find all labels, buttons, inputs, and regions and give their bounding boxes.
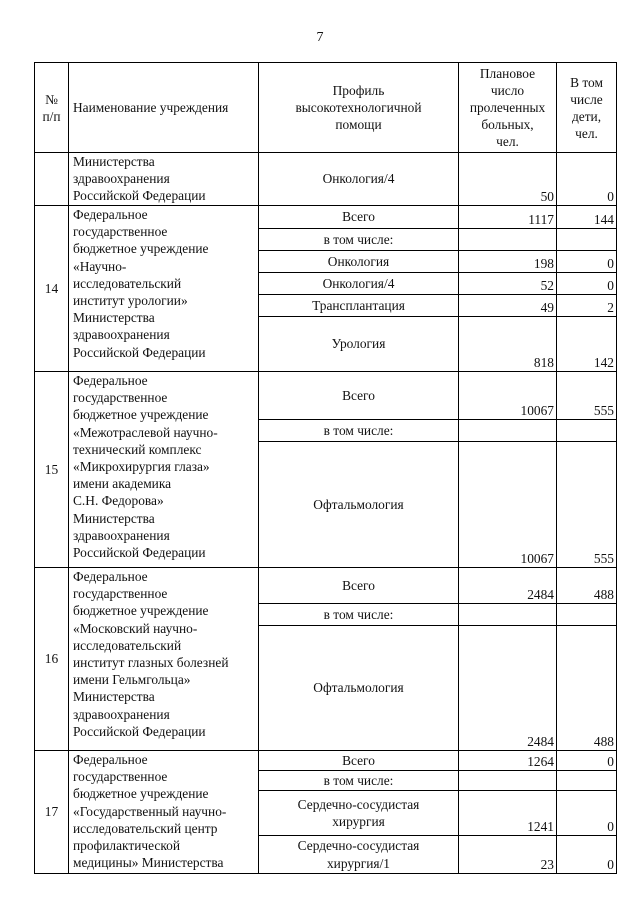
children-value: 0 xyxy=(557,273,617,295)
children-value: 144 xyxy=(557,206,617,229)
row-num: 17 xyxy=(35,751,69,874)
planned-value xyxy=(459,604,557,626)
profile-cell: Онкология/4 xyxy=(259,273,459,295)
planned-value: 49 xyxy=(459,295,557,317)
children-value: 555 xyxy=(557,372,617,420)
children-value: 2 xyxy=(557,295,617,317)
planned-value: 10067 xyxy=(459,442,557,568)
planned-value: 50 xyxy=(459,153,557,206)
profile-cell: Сердечно-сосудистая хирургия xyxy=(259,791,459,836)
profile-cell: Онкология/4 xyxy=(259,153,459,206)
planned-value: 1241 xyxy=(459,791,557,836)
row-num: 15 xyxy=(35,372,69,568)
institution-name: Федеральное государственное бюджетное учреждение «Московский научно- исследовательский институт глазных болезней имени Гельмгольца» Министерства здравоохранения Российской Федерации xyxy=(69,568,259,751)
table-row xyxy=(35,153,617,206)
planned-value: 1264 xyxy=(459,751,557,771)
profile-cell: Всего xyxy=(259,372,459,420)
profile-cell: Всего xyxy=(259,206,459,229)
institution-name: Федеральное государственное бюджетное учреждение «Научно- исследовательский институт урологии» Министерства здравоохранения Российской Федерации xyxy=(69,206,259,372)
table-row xyxy=(35,568,617,604)
planned-value xyxy=(459,229,557,251)
header-profile: Профиль высокотехнологичной помощи xyxy=(259,63,459,153)
page-number: 7 xyxy=(316,30,324,45)
children-value xyxy=(557,420,617,442)
planned-value: 23 xyxy=(459,836,557,874)
planned-value: 818 xyxy=(459,317,557,372)
profile-cell: Онкология xyxy=(259,251,459,273)
institution-name: Министерства здравоохранения Российской Федерации xyxy=(69,153,259,206)
table-row xyxy=(35,372,617,420)
profile-cell: Всего xyxy=(259,751,459,771)
children-value: 0 xyxy=(557,791,617,836)
row-num: 14 xyxy=(35,206,69,372)
children-value: 0 xyxy=(557,751,617,771)
children-value: 0 xyxy=(557,251,617,273)
planned-value: 198 xyxy=(459,251,557,273)
profile-cell: в том числе: xyxy=(259,771,459,791)
children-value: 142 xyxy=(557,317,617,372)
profile-cell: Офтальмология xyxy=(259,626,459,751)
children-value: 0 xyxy=(557,153,617,206)
profile-cell: Урология xyxy=(259,317,459,372)
planned-value: 52 xyxy=(459,273,557,295)
profile-cell: в том числе: xyxy=(259,420,459,442)
row-num: 16 xyxy=(35,568,69,751)
children-value: 488 xyxy=(557,568,617,604)
institution-name: Федеральное государственное бюджетное учреждение «Государственный научно- исследовательский центр профилактической медицины» Министерства xyxy=(69,751,259,874)
planned-value xyxy=(459,420,557,442)
children-value: 555 xyxy=(557,442,617,568)
row-num xyxy=(35,153,69,206)
profile-cell: Сердечно-сосудистая хирургия/1 xyxy=(259,836,459,874)
table-row xyxy=(35,206,617,229)
planned-value: 1117 xyxy=(459,206,557,229)
header-planned: Плановое число пролеченных больных, чел. xyxy=(459,63,557,153)
profile-cell: в том числе: xyxy=(259,604,459,626)
planned-value: 2484 xyxy=(459,626,557,751)
children-value xyxy=(557,771,617,791)
planned-value: 2484 xyxy=(459,568,557,604)
header-name: Наименование учреждения xyxy=(69,63,259,153)
institution-name: Федеральное государственное бюджетное учреждение «Межотраслевой научно- технический комплекс «Микрохирургия глаза» имени академика С.Н. Федорова» Министерства здравоохранения Российской Федерации xyxy=(69,372,259,568)
profile-cell: Трансплантация xyxy=(259,295,459,317)
children-value xyxy=(557,604,617,626)
planned-value xyxy=(459,771,557,791)
header-children: В том числе дети, чел. xyxy=(557,63,617,153)
table-row xyxy=(35,751,617,771)
header-num: № п/п xyxy=(35,63,69,153)
profile-cell: в том числе: xyxy=(259,229,459,251)
children-value xyxy=(557,229,617,251)
children-value: 0 xyxy=(557,836,617,874)
facilities-table xyxy=(34,62,617,874)
profile-cell: Офтальмология xyxy=(259,442,459,568)
header-row xyxy=(35,63,617,153)
children-value: 488 xyxy=(557,626,617,751)
planned-value: 10067 xyxy=(459,372,557,420)
profile-cell: Всего xyxy=(259,568,459,604)
